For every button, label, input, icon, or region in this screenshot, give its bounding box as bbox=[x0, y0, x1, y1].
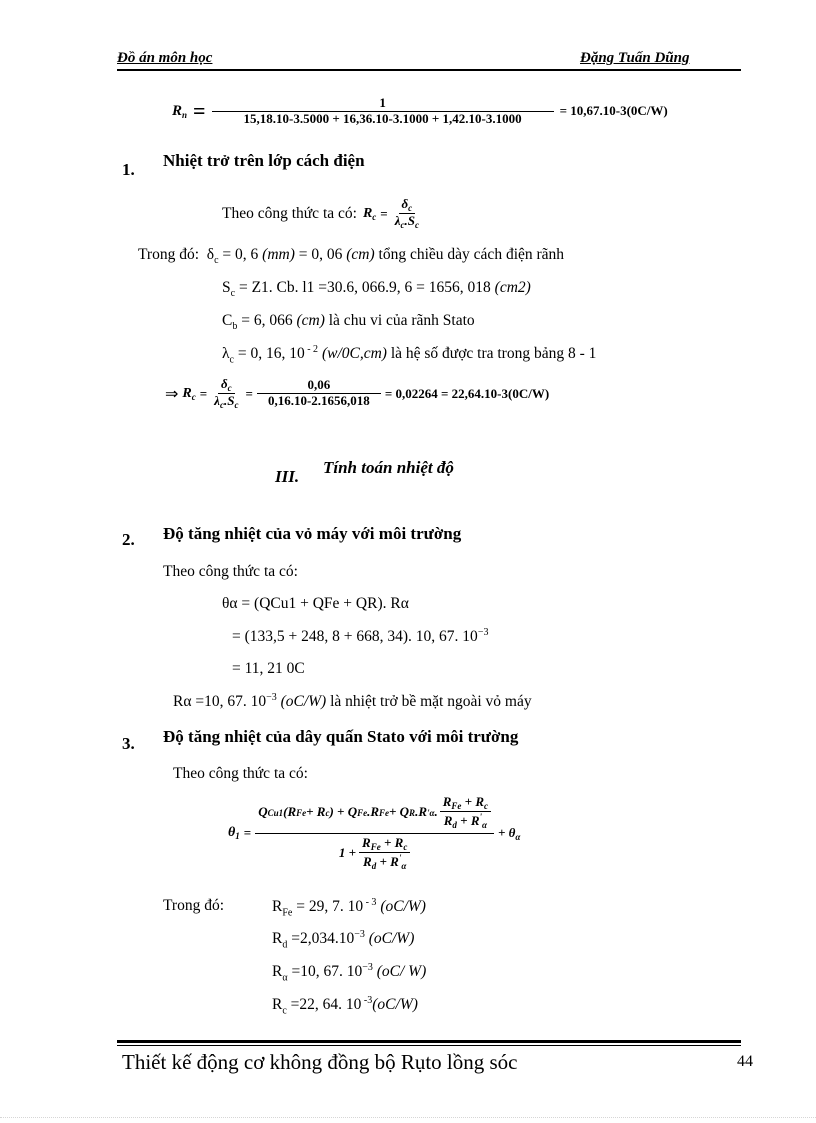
section2-note: Rα =10, 67. $10^{-3}$ (oC/W) là nhiệt trở bề mặt ngoài vỏ máy bbox=[173, 692, 532, 711]
section2-eq2: = (133,5 + 248, 8 + 668, 34). 10, 67. $10^{-3}$ bbox=[232, 627, 489, 646]
value-row: $R_d =2,034.10^{-3}$ (oC/W) bbox=[272, 929, 415, 951]
section2-eq3: = 11, 21 0C bbox=[232, 660, 305, 677]
section1-formula-intro: Theo công thức ta có: bbox=[222, 204, 357, 222]
rc-formula: $R_c$ = $\frac{\delta_c}{\lambda_c.S_c}$ bbox=[362, 196, 419, 231]
where-line-1: Trong đó: $\delta_c = 0$, 6 (mm) = 0, 06 (cm) tổng chiều dày cách điện rãnh bbox=[138, 246, 565, 267]
rc-result-equation: ⇒ $R_c$ = $\frac{\delta_c}{\lambda_c.S_c}$ = $\frac{0,06}{0,16.10-2.1656,018}$ = 0,02264 = 22,64.10-3(0C/W) bbox=[165, 376, 550, 411]
where-line-4: $\lambda_c = 0$, 16, 10 $^{- 2}$ (w/0C,cm) là hệ số được tra trong bảng 8 - 1 bbox=[222, 344, 597, 366]
section4-where: Trong đó: bbox=[163, 897, 225, 914]
section2-intro: Theo công thức ta có: bbox=[163, 563, 298, 580]
section3-number: III. bbox=[275, 467, 300, 486]
section1-number: 1. bbox=[122, 160, 135, 179]
section3-title: Tính toán nhiệt độ bbox=[323, 458, 454, 477]
theta1-equation: $\theta_1$ = Q Cu1 (R Fe + R c ) + Q Fe .R Fe + Q R .R ' α . $\frac{R_{Fe} + R_c}{R_d + R'_\alpha}$ 1 + $\frac{R_{Fe} + R_c}{R_d + R'_\alpha}$ + $\theta_\alpha$ bbox=[228, 794, 521, 872]
top-eq-numerator: 1 bbox=[212, 96, 554, 112]
header-left: Đồ án môn học bbox=[117, 50, 213, 66]
section2-number: 2. bbox=[122, 530, 135, 549]
where-line-3: $C_b = 6$, 066 (cm) là chu vi của rãnh Stato bbox=[222, 312, 475, 333]
header-rule bbox=[117, 69, 741, 71]
where-line-2: $S_c = Z1$. Cb. l1 =30.6, 066.9, 6 = 1656, 018 (cm2) bbox=[222, 279, 531, 300]
footer-rule-thin bbox=[117, 1045, 741, 1046]
header-right: Đặng Tuấn Dũng bbox=[580, 50, 690, 66]
section1-title: Nhiệt trở trên lớp cách điện bbox=[163, 151, 365, 170]
section2-title: Độ tăng nhiệt của vỏ máy với môi trường bbox=[163, 524, 462, 543]
page-edge-dotted bbox=[0, 1117, 816, 1118]
top-eq-denominator: 15,18.10-3.5000 + 16,36.10-3.1000 + 1,42.10-3.1000 bbox=[243, 110, 522, 126]
footer-rule-thick bbox=[117, 1040, 741, 1043]
value-row: $R_\alpha =10$, 67. $10^{-3}$ (oC/ W) bbox=[272, 962, 427, 984]
footer-title: Thiết kế động cơ không đồng bộ Rụto lồng sóc bbox=[122, 1050, 518, 1074]
value-row: $R_{Fe} = 29$, 7. 10 $^{- 3}$ (oC/W) bbox=[272, 897, 426, 919]
section4-intro: Theo công thức ta có: bbox=[173, 765, 308, 782]
section4-number: 3. bbox=[122, 734, 135, 753]
top-equation: $R_n$ = $\frac{1}{15,18.10-3.5000 + 16,36.10-3.1000 + 1,42.10-3.1000}$ = 10,67.10-3(0C/W) bbox=[172, 95, 668, 126]
section4-title: Độ tăng nhiệt của dây quấn Stato với môi trường bbox=[163, 727, 519, 746]
section2-eq1: θα = (QCu1 + QFe + QR). Rα bbox=[222, 595, 409, 612]
top-eq-result: = 10,67.10-3(0C/W) bbox=[559, 103, 668, 119]
page-number: 44 bbox=[737, 1053, 753, 1070]
section1-formula-line bbox=[222, 197, 422, 231]
value-row: $R_c =22$, 64. 10 $^{-3}$(oC/W) bbox=[272, 995, 418, 1017]
